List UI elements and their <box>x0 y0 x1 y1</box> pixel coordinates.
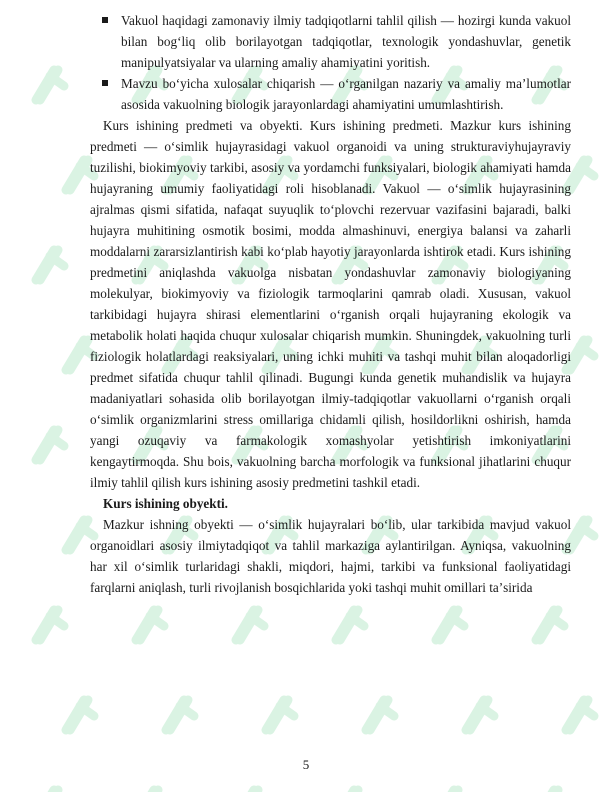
paragraph-object: Mazkur ishning obyekti — oʻsimlik hujayralari boʻlib, ular tarkibida mavjud vakuol organoidlari asosiy ilmiytadqiqot va tahlil markaziga aylantirilgan. Ayniqsa, vakuolning har xil oʻsimlik turlaridagi shakli, miqdori, hajmi, tarkibi va funksional faoliyatidagi farqlarni aniqlash, turli rivojlanish bosqichlarida yoki tashqi muhit omillari taʼsirida <box>90 517 571 595</box>
watermark-stroke <box>566 700 594 730</box>
watermark-stroke <box>36 70 64 100</box>
square-bullet-icon <box>102 80 108 86</box>
watermark-stroke <box>36 610 64 640</box>
watermark-stroke <box>336 610 364 640</box>
bullet-list <box>90 10 571 115</box>
bullet-text: Mavzu boʻyicha xulosalar chiqarish — oʻrganilgan nazariy va amaliy maʼlumotlar asosida vakuolning biologik jarayonlardagi ahamiyatini umumlashtirish. <box>121 76 571 112</box>
watermark-stroke <box>236 610 264 640</box>
list-item <box>90 73 571 115</box>
watermark-stroke <box>436 610 464 640</box>
watermark-stroke <box>36 430 64 460</box>
watermark-stroke <box>66 700 94 730</box>
watermark-stroke <box>36 250 64 280</box>
watermark-stroke <box>536 610 564 640</box>
watermark-stroke <box>136 610 164 640</box>
list-item <box>90 10 571 73</box>
square-bullet-icon <box>102 17 108 23</box>
watermark-stroke <box>366 700 394 730</box>
section-heading: Kurs ishining obyekti. <box>103 496 228 511</box>
document-body <box>90 10 571 598</box>
watermark-stroke <box>466 700 494 730</box>
paragraph-subject: Kurs ishining predmeti va obyekti. Kurs ishining predmeti. Mazkur kurs ishining predmeti — oʻsimlik hujayrasidagi vakuol organoidi va uning strukturaviyhujayraviy tuzilishi, biokimyoviy tarkibi, asosiy va yordamchi funksiyalari, biologik ahamiyati hamda hujayraning umumiy faoliyatidagi roli hisoblanadi. Vakuol — oʻsimlik hujayrasining ajralmas qismi sifatida, nafaqat suyuqlik toʻplovchi rezervuar vazifasini bajaradi, balki hujayra muhitining osmotik bosimi, modda almashinuvi, energiya balansi va zaharli moddalarni zararsizlantirish kabi koʻplab hayotiy jarayonlarda ishtirok etadi. Kurs ishining predmetini aniqlashda vakuolga nisbatan yondashuvlar zamonaviy biologiyaning molekulyar, biokimyoviy va fiziologik tarmoqlarini qamrab oladi. Xususan, vakuol tarkibidagi hujayra shirasi elementlarini oʻrganish orqali hujayraning ekologik va metabolik holati haqida chuqur xulosalar chiqarish mumkin. Shuningdek, vakuolning turli fiziologik holatlardagi reaksiyalari, uning ichki muhiti va tashqi muhit bilan aloqadorligi predmet sifatida chuqur tahlil qilinadi. Bugungi kunda genetik muhandislik va hujayra madaniyatlari sohasida olib borilayotgan ilmiy-tadqiqotlar vakuollarni oʻrganish orqali oʻsimlik organizmlarini stress omillariga chidamli qilish, hosildorlikni oshirish, hamda yangi ozuqaviy va farmakologik xomashyolar yetishtirish imkoniyatlarini kengaytirmoqda. Shu bois, vakuolning barcha morfologik va funksional jihatlarini chuqur ilmiy tahlil qilish kurs ishining asosiy predmetini tashkil etadi. <box>90 118 571 490</box>
bullet-text: Vakuol haqidagi zamonaviy ilmiy tadqiqotlarni tahlil qilish — hozirgi kunda vakuol bilan bogʻliq olib borilayotgan tadqiqotlar, texnologik yondashuvlar, genetik manipulyatsiyalar va ularning amaliy ahamiyatini yoritish. <box>121 13 571 70</box>
page-number: 5 <box>302 757 310 772</box>
watermark-stroke <box>166 700 194 730</box>
watermark-stroke <box>266 700 294 730</box>
